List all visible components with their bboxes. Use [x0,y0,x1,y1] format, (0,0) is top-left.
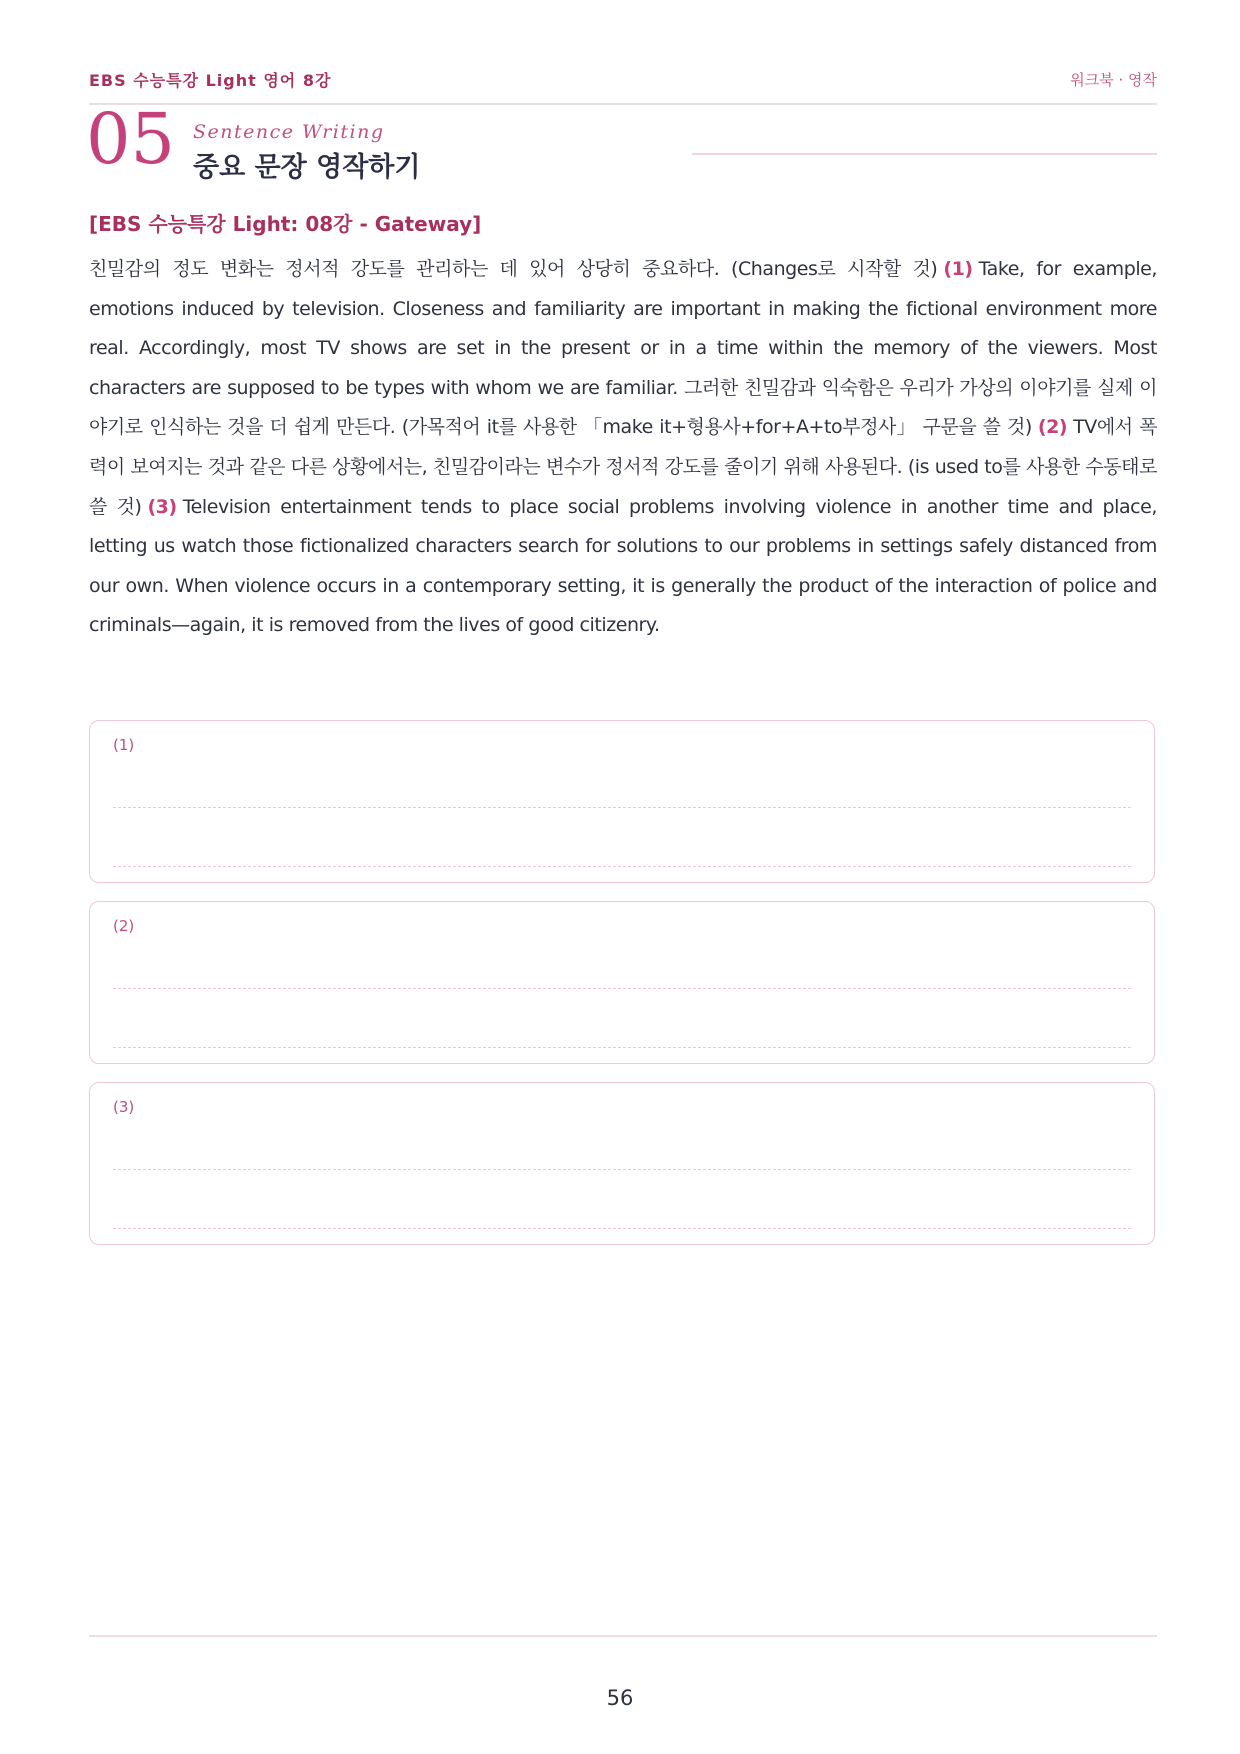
answer-label: (1) [113,736,135,754]
section-number: 05 [86,98,176,180]
source-label: [EBS 수능특강 Light: 08강 - Gateway] [89,212,482,236]
passage-segment-2: Take, for example, emotions induced by television. Closeness and familiarity are important in making the fictional environment more real. Accordingly, most TV shows are set in the present or in a time within the memory of the viewers. Most characters are supposed to be types with whom we are familiar. 그러한 친밀감과 익숙함은 우리가 가상의 이야기를 실제 이야기로 인식하는 것을 더 쉽게 만든다. (가목적어 it를 사용한 「make it+형용사+for+A+to부정사」 구문을 쓸 것) [89,258,1157,439]
passage-text [89,250,1157,646]
answer-writing-line[interactable] [113,1047,1131,1048]
category-header: 워크북 · 영작 [1070,71,1157,89]
page-number: 56 [606,1686,634,1710]
passage-segment-4: Television entertainment tends to place social problems involving violence in another time and place, letting us watch those fictionalized characters search for solutions to our problems in settings safely distanced from our own. When violence occurs in a contemporary setting, it is generally the product of the interaction of police and criminals—again, it is removed from the lives of good citizenry. [89,495,1157,637]
answer-writing-line[interactable] [113,988,1131,989]
question-marker-2: (2) [1037,416,1068,439]
header-divider [89,103,1157,105]
answer-writing-line[interactable] [113,1169,1131,1170]
series-header: EBS 수능특강 Light 영어 8강 [89,71,332,90]
section-title: 중요 문장 영작하기 [193,152,421,183]
answer-box-1[interactable] [89,720,1155,883]
passage-segment-1: 친밀감의 정도 변화는 정서적 강도를 관리하는 데 있어 상당히 중요하다. (Changes로 시작할 것) [89,258,938,280]
question-marker-3: (3) [147,495,177,518]
answer-writing-line[interactable] [113,1228,1131,1229]
question-marker-1: (1) [943,258,973,280]
passage-segment-3: TV에서 폭력이 보여지는 것과 같은 다른 상황에서는, 친밀감이라는 변수가 정서적 강도를 줄이기 위해 사용된다. (is used to를 사용한 수동태로 쓸 것) [89,416,1157,518]
answer-writing-line[interactable] [113,866,1131,867]
answer-writing-line[interactable] [113,807,1131,808]
answer-box-3[interactable] [89,1082,1155,1245]
footer-divider [89,1635,1157,1637]
title-divider [692,153,1157,155]
answer-label: (2) [113,917,135,935]
answer-label: (3) [113,1098,135,1116]
section-subtitle: Sentence Writing [193,121,385,143]
answer-box-2[interactable] [89,901,1155,1064]
